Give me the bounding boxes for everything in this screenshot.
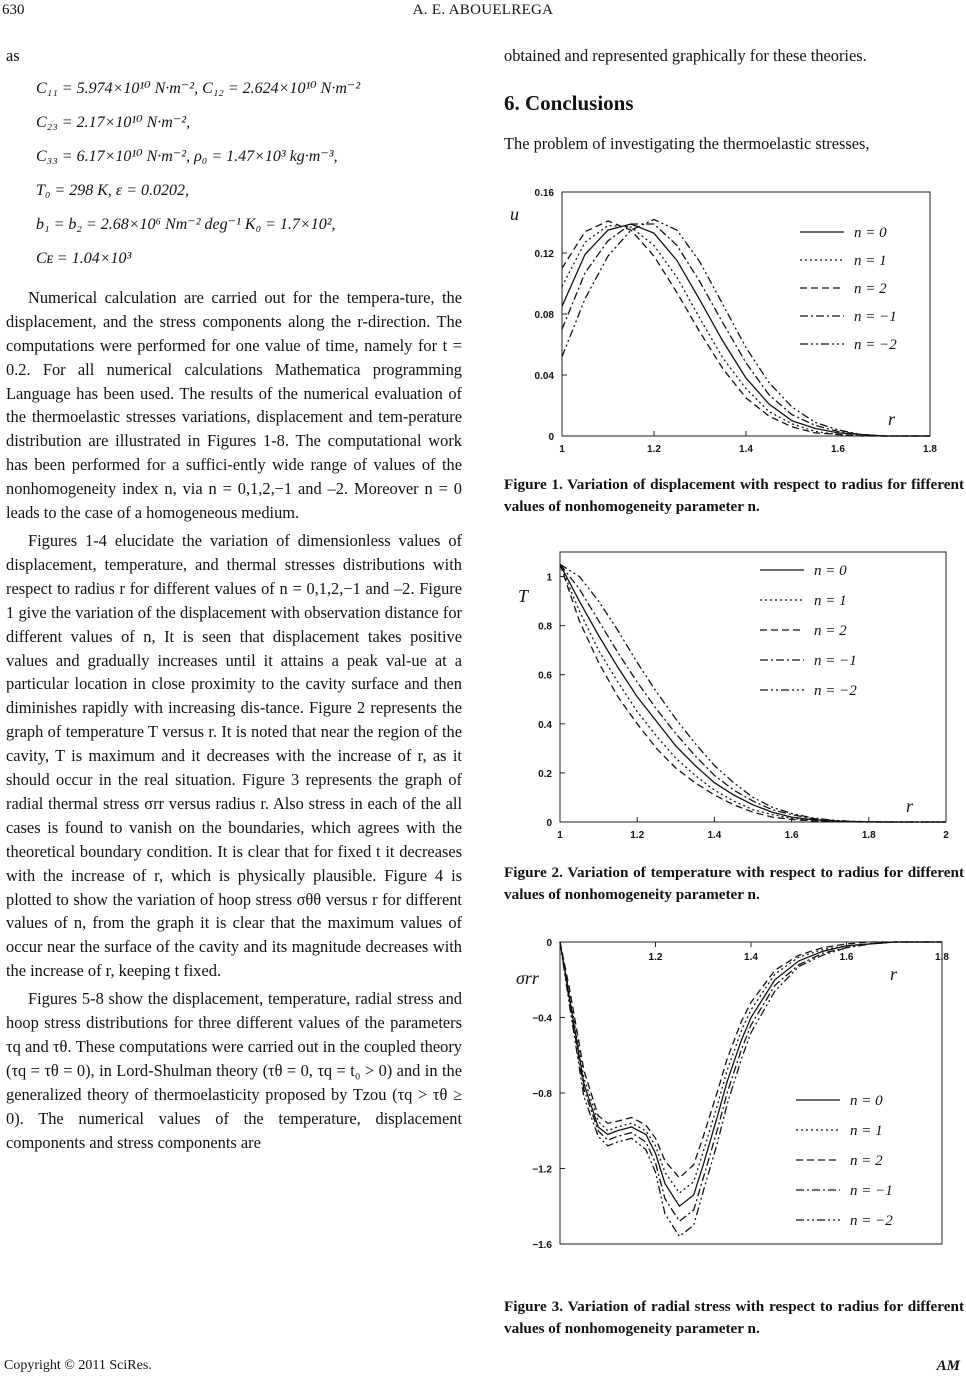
series-line [560, 564, 946, 822]
series-line [560, 564, 946, 822]
right-column [504, 44, 962, 156]
x-tick-label: 1.6 [784, 830, 799, 841]
legend-label: n = 2 [854, 281, 887, 297]
y-tick-label: −1.6 [532, 1240, 552, 1251]
legend-label: n = −2 [814, 683, 857, 699]
y-tick-label: 0 [546, 938, 552, 949]
equation-line: C₂₃ = 2.17×10¹⁰ N·m⁻², [36, 113, 191, 131]
x-tick-label: 1.2 [648, 952, 663, 963]
journal-abbrev: AM [936, 1358, 960, 1374]
legend-label: n = −1 [854, 309, 897, 325]
legend-label: n = −2 [850, 1213, 893, 1229]
figure-2 [510, 540, 956, 850]
x-tick-label: 2 [943, 830, 949, 841]
legend-label: n = 2 [850, 1153, 883, 1169]
x-tick-label: 1.4 [739, 444, 753, 455]
equation-line: C₃₃ = 6.17×10¹⁰ N·m⁻², ρ₀ = 1.47×10³ kg·m⁻³, [36, 147, 338, 165]
figure-2-chart [510, 540, 956, 850]
legend-label: n = 2 [814, 623, 847, 639]
paragraph-figures-5-8: Figures 5-8 show the displacement, temperature, radial stress and hoop stress distributions for three different values of the parameters τq and τθ. These computations were carried out in the coupled theory (τq = τθ = 0), in Lord-Shulman theory (τθ = 0, τq = t₀ > 0) and in the generalized theory of thermoelasticity proposed by Tzou (τq > τθ ≥ 0). The numerical values of the temperature, displacement components and stress components are [6, 989, 462, 1152]
x-tick-label: 1 [557, 830, 563, 841]
copyright-footer: Copyright © 2011 SciRes. [4, 1358, 152, 1373]
legend-label: n = −1 [814, 653, 857, 669]
x-tick-label: 1.4 [707, 830, 722, 841]
figure-1 [510, 180, 950, 462]
y-tick-label: 0.4 [538, 719, 552, 731]
y-tick-label: 0 [548, 432, 554, 443]
paragraph-figures-1-4: Figures 1-4 elucidate the variation of dimensionless values of displacement, temperature, and thermal stresses distributions with respect to radius r for different values of n = 0,1,2,−1 and –2. Figure 1 give the variation of the displacement with observation distance for different values of n, It is seen that displacement takes positive values and gradually increases until it attains a peak val-ue at a particular location in close proximity to the cavity surface and then diminishes rapidly with increasing dis-tance. Figure 2 represents the graph of temperature T versus r. It is noted that near the region of the cavity, T is maximum and it decreases with the increase of r, as it should occur in the real situation. Figure 3 represents the graph of radial thermal stress σrr versus radius r. Also stress in each of the all cases is found to vanish on the boundaries, which agrees with the theoretical boundary condition. It is clear that for fixed t it decreases with the increase of r, which is physically plausible. Figure 4 is plotted to show the variation of hoop stress σθθ versus r for different values of n, from the graph it is clear that the maximum values of occur near the surface of the cavity and its magnitude decreases with the increase of r, keeping t fixed. [6, 530, 462, 981]
x-tick-label: 1 [559, 444, 565, 455]
y-tick-label: 0 [546, 818, 552, 829]
y-axis-label: u [510, 204, 519, 224]
figure-3-chart [506, 930, 952, 1260]
x-tick-label: 1.2 [647, 444, 661, 455]
legend-label: n = −2 [854, 337, 897, 353]
series-line [560, 942, 942, 1221]
equation-line: T₀ = 298 K, ε = 0.0202, [36, 181, 190, 199]
y-tick-label: −1.2 [532, 1164, 552, 1176]
paragraph-conclusions: The problem of investigating the thermoelastic stresses, [504, 133, 870, 153]
section-title: 6. Conclusions [504, 90, 634, 115]
left-column [6, 44, 462, 1155]
equation-line: b₁ = b₂ = 2.68×10⁶ Nm⁻² deg⁻¹ K₀ = 1.7×10², [36, 215, 336, 233]
legend-label: n = 1 [854, 253, 887, 269]
x-tick-label: 1.8 [923, 444, 937, 455]
series-line [560, 942, 942, 1206]
y-tick-label: 0.2 [538, 768, 552, 780]
x-tick-label: 1.2 [630, 830, 645, 841]
y-axis-label: T [518, 586, 529, 606]
y-tick-label: 1 [546, 572, 552, 584]
running-header-author: A. E. ABOUELREGA [412, 2, 554, 18]
x-axis-label: r [906, 796, 914, 816]
series-line [562, 220, 930, 437]
paragraph-numerical: Numerical calculation are carried out for the tempera-ture, the displacement, and the stress components along the r-direction. The computations were performed for one value of time, namely for t = 0.2. For all numerical calculations Mathematica programming Language has been used. The results of the numerical evaluation of the thermoelastic stresses variations, displacement and tem-perature distribution are illustrated in Figures 1-8. The computational work has been performed for a suffici-ently wide range of values of the nonhomogeneity index n, via n = 0,1,2,−1 and –2. Moreover n = 0 leads to the case of a homogeneous medium. [6, 287, 462, 523]
x-axis-label: r [888, 409, 896, 429]
y-axis-label: σrr [516, 968, 539, 988]
y-tick-label: 0.8 [538, 621, 552, 633]
y-tick-label: 0.04 [534, 371, 554, 382]
figure-1-caption: Figure 1. Variation of displacement with respect to radius for fifferent values of nonhomogeneity parameter n. [504, 476, 964, 515]
plot-frame [560, 552, 946, 822]
figure-3-caption: Figure 3. Variation of radial stress with respect to radius for different values of nonhomogeneity parameter n. [504, 1298, 964, 1337]
x-tick-label: 1.6 [831, 444, 845, 455]
y-tick-label: 0.08 [534, 310, 554, 321]
series-line [560, 942, 942, 1193]
series-line [560, 564, 946, 822]
figure-2-caption: Figure 2. Variation of temperature with respect to radius for different values of nonhomogeneity parameter n. [504, 864, 964, 903]
page-number: 630 [2, 2, 25, 18]
legend-label: n = 0 [850, 1093, 883, 1109]
intro-text: as [6, 46, 20, 65]
x-tick-label: 1.6 [839, 952, 854, 963]
x-tick-label: 1.4 [744, 952, 758, 963]
legend-label: n = 0 [814, 563, 847, 579]
x-tick-label: 1.8 [861, 830, 876, 841]
paragraph-continued: obtained and represented graphically for these theories. [504, 46, 867, 65]
y-tick-label: 0.12 [534, 249, 554, 260]
x-tick-label: 1.8 [935, 952, 949, 963]
legend-label: n = 0 [854, 225, 887, 241]
y-tick-label: 0.16 [534, 188, 554, 199]
figure-3 [506, 930, 952, 1260]
material-constants [36, 72, 462, 276]
equation-line: C₁₁ = 5.974×10¹⁰ N·m⁻², C₁₂ = 2.624×10¹⁰ N·m⁻² [36, 79, 361, 97]
y-tick-label: −0.8 [532, 1089, 552, 1100]
equation-line: Cᴇ = 1.04×10³ [36, 249, 132, 267]
series-line [560, 564, 946, 822]
series-line [560, 564, 946, 822]
legend-label: n = −1 [850, 1183, 893, 1199]
y-tick-label: 0.6 [538, 670, 552, 682]
y-tick-label: −0.4 [532, 1013, 552, 1025]
legend-label: n = 1 [814, 593, 847, 609]
x-axis-label: r [890, 964, 898, 984]
legend-label: n = 1 [850, 1123, 883, 1139]
figure-1-chart [510, 180, 950, 462]
